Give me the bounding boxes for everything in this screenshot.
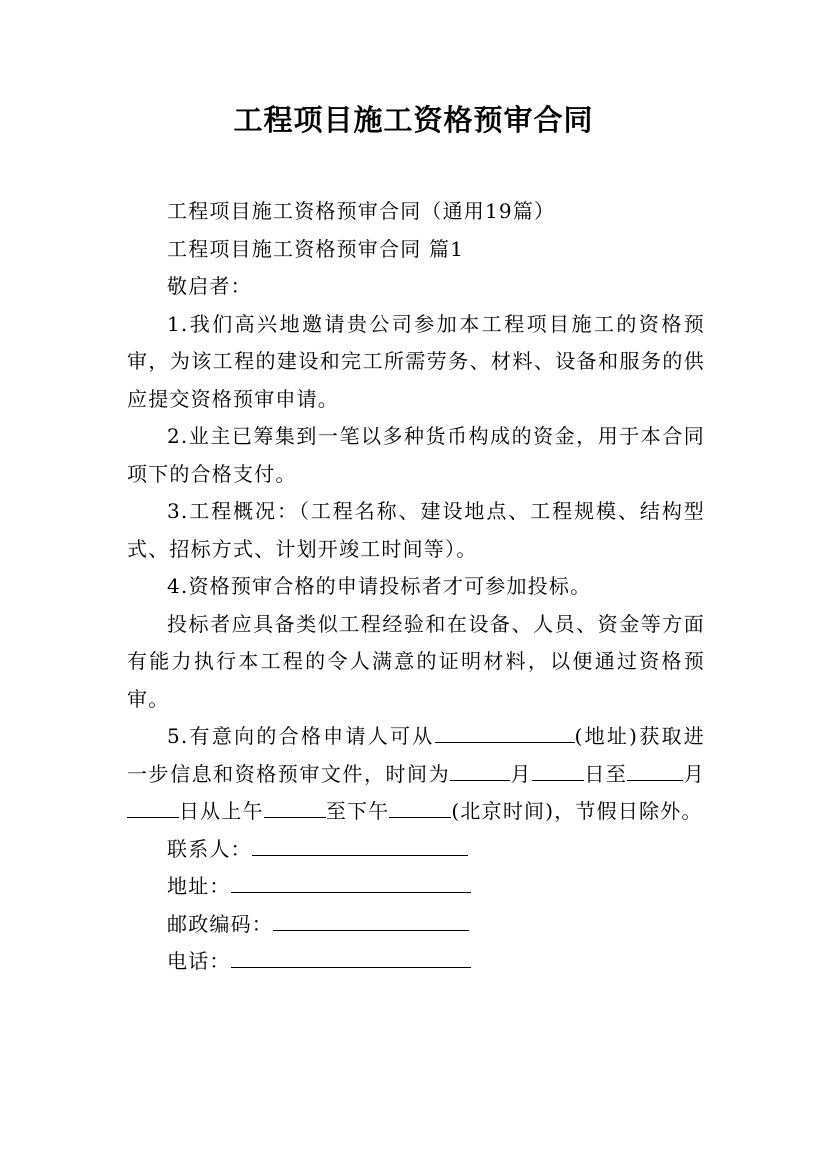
day-blank-2: [127, 795, 179, 818]
day-blank-1: [532, 758, 584, 781]
postcode-line: [127, 906, 705, 944]
address-line-blank: [231, 870, 471, 893]
month-blank-1: [450, 758, 510, 781]
subtitle: 工程项目施工资格预审合同（通用19篇）: [167, 199, 556, 223]
contact-label: 联系人：: [167, 836, 252, 861]
paragraph-1: 1.我们高兴地邀请贵公司参加本工程项目施工的资格预审，为该工程的建设和完工所需劳务、材料、设备和服务的供应提交资格预审申请。: [127, 311, 705, 411]
address-line: [127, 868, 705, 906]
paragraph-3: 3.工程概况：（工程名称、建设地点、工程规模、结构型式、招标方式、计划开竣工时间等）。: [127, 499, 705, 561]
document-title: 工程项目施工资格预审合同: [233, 103, 594, 137]
postcode-blank: [273, 908, 469, 931]
postcode-label: 邮政编码：: [167, 911, 273, 936]
paragraph-4b: 投标者应具备类似工程经验和在设备、人员、资金等方面有能力执行本工程的令人满意的证明材料，以便通过资格预审。: [127, 611, 705, 711]
paragraph-5: [127, 718, 705, 831]
afternoon-time-blank: [389, 795, 451, 818]
phone-label: 电话：: [167, 949, 231, 973]
document-body: [127, 193, 705, 981]
morning-time-blank: [264, 795, 326, 818]
para5-text-6: 日从上午: [179, 799, 264, 823]
para5-text-2: (地址)获取进一步信息和资格预审文件，时间为: [127, 724, 705, 786]
paragraph-4: 4.资格预审合格的申请投标者才可参加投标。: [167, 574, 592, 598]
para5-text-4: 日至: [584, 761, 628, 786]
contact-line: [127, 831, 705, 869]
para5-text-3: 月: [510, 761, 533, 786]
month-blank-2: [627, 758, 683, 781]
contact-blank: [252, 833, 468, 856]
para5-text-7: 至下午: [325, 799, 390, 823]
section-heading: 工程项目施工资格预审合同 篇1: [167, 236, 465, 261]
para5-text-5: 月: [683, 761, 706, 786]
address-blank: [435, 720, 575, 743]
phone-blank: [231, 945, 471, 968]
address-label: 地址：: [167, 874, 231, 898]
para5-text-1: 5.有意向的合格申请人可从: [167, 724, 435, 748]
paragraph-2: 2.业主已筹集到一笔以多种货币构成的资金，用于本合同项下的合格支付。: [127, 424, 705, 486]
phone-line: [127, 943, 705, 981]
para5-text-8: (北京时间)，节假日除外。: [451, 799, 703, 823]
salutation: 敬启者：: [167, 274, 252, 298]
